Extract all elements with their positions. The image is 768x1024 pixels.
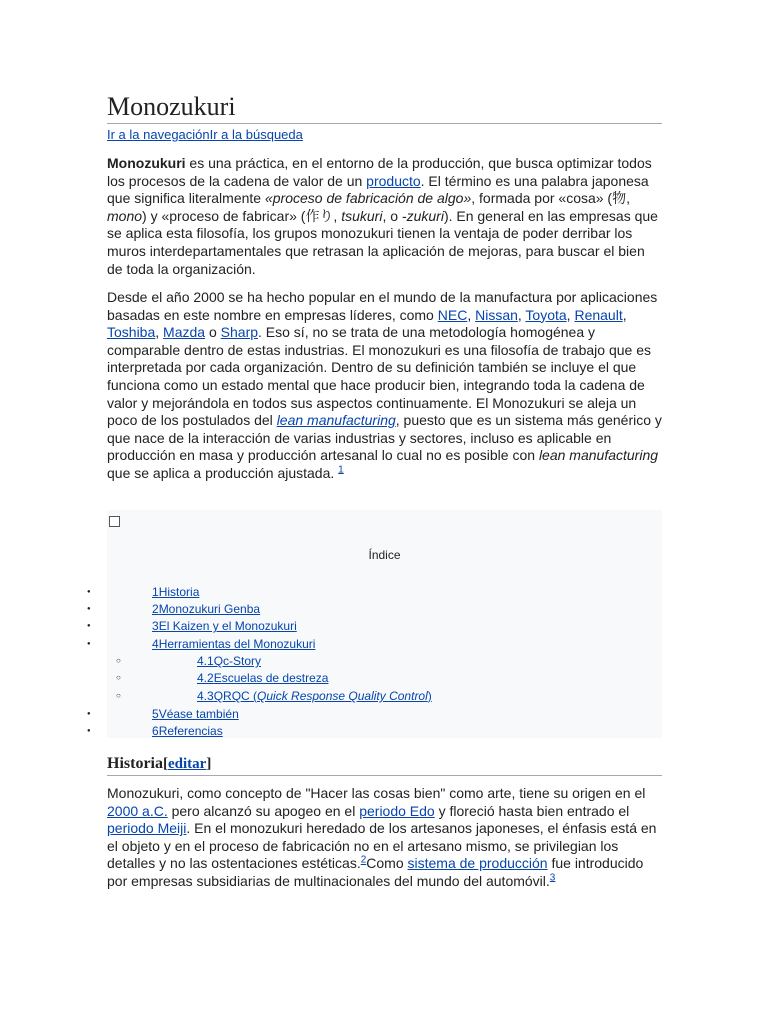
- text: . El término es una palabra japonesa que significa literalmente: [107, 172, 649, 207]
- page-title: Monozukuri: [107, 92, 662, 124]
- edit-link[interactable]: editar: [168, 756, 207, 772]
- jump-to-navigation-link[interactable]: Ir a la navegación: [107, 127, 210, 142]
- italic-link-text: lean manufacturing: [276, 412, 396, 429]
- reference-3[interactable]: 3: [549, 872, 556, 884]
- text: , o: [382, 207, 402, 224]
- section-title: Historia: [107, 755, 163, 772]
- toc-number: 2: [152, 602, 159, 616]
- toc-number: 4.2: [197, 671, 214, 685]
- bullet-icon: [87, 601, 91, 617]
- text: es una práctica, en el entorno de la producción, que busca optimizar todos los procesos de la cadena de valor de un: [107, 155, 652, 189]
- toc-title: Índice: [368, 548, 401, 562]
- text: ) y «proceso de fabricar» (作り,: [142, 207, 342, 224]
- link-periodo-edo[interactable]: periodo Edo: [359, 802, 435, 819]
- circle-bullet-icon: [116, 670, 121, 686]
- toc-number: 4: [152, 637, 159, 651]
- bullet-icon: [87, 636, 91, 652]
- text: Monozukuri, como concepto de "Hacer las cosas bien" como arte, tiene su origen en el: [107, 785, 646, 801]
- italic-text: tsukuri: [341, 207, 383, 224]
- link-sistema-de-produccion[interactable]: sistema de producción: [407, 855, 548, 872]
- toc-item-monozukuri-genba[interactable]: [152, 601, 260, 617]
- toc-item-escuelas[interactable]: [197, 670, 328, 686]
- text: , puesto que es un sistema más genérico y que nace de la interacción de varias industrias y sectores, incluso es aplicable en producción en masa y producción artesanal lo cual no es posible con: [107, 412, 662, 464]
- toc-text: Escuelas de destreza: [213, 671, 329, 685]
- reference-2[interactable]: 2: [360, 854, 367, 866]
- toc-item-qrqc[interactable]: [197, 688, 432, 704]
- link-mazda[interactable]: Mazda: [163, 324, 206, 341]
- bullet-icon: [87, 618, 91, 634]
- text: que se aplica a producción ajustada.: [107, 464, 339, 481]
- bracket: ]: [206, 756, 212, 772]
- italic-text: -zukuri: [401, 207, 444, 224]
- toc-item-herramientas[interactable]: [152, 636, 315, 652]
- italic-text: lean manufacturing: [538, 447, 659, 464]
- jump-to-search-link[interactable]: Ir a la búsqueda: [209, 127, 303, 142]
- text: , formada por «cosa» (物,: [471, 190, 630, 207]
- second-paragraph: Desde el año 2000 se ha hecho popular en el mundo de la manufactura por aplicaciones basadas en este nombre en empresas líderes, como NEC, Nissan, Toyota, Renault, Toshiba, Mazda o Sharp. Eso sí, no se trata de una metodología homogénea y comparable dentro de estas industrias. El monozukuri es una filosofía de trabajo que es interpretada por cada organización. Dentro de su definición también se incluye el que funciona como un estado mental que hace producir bien, integrando toda la cadena de valor y mejorándola en todos sus aspectos continuamente. El Monozukuri se aleja un poco de los postulados del lean manufacturing, puesto que es un sistema más genérico y que nace de la interacción de varias industrias y sectores, incluso es aplicable en producción en masa y producción artesanal lo cual no es posible con lean manufacturing que se aplica a producción ajustada. $^1$: [107, 289, 662, 481]
- toc-number: 6: [152, 724, 159, 738]
- link-renault[interactable]: Renault: [574, 306, 623, 323]
- toc-text: El Kaizen y el Monozukuri: [158, 619, 297, 633]
- link-2000-ac[interactable]: 2000 a.C.: [107, 802, 168, 819]
- toc-text: ): [427, 689, 432, 703]
- toc-text: Qc-Story: [213, 654, 262, 668]
- link-nec[interactable]: NEC: [437, 306, 468, 323]
- toc-text: QRQC (: [213, 689, 258, 703]
- toc-number: 3: [152, 619, 159, 633]
- jump-links: [107, 126, 303, 144]
- historia-paragraph: [107, 785, 662, 891]
- intro-paragraph: [107, 155, 662, 278]
- text: . Eso sí, no se trata de una metodología homogénea y comparable dentro de estas industrias. El monozukuri es una filosofía de trabajo que es interpretada por cada organización. Dentro de su definición también se incluye el que funciona como un estado mental que hace producir bien, integrando toda la cadena de valor y mejorándola en todos sus aspectos continuamente. El Monozukuri se aleja un poco de los postulados del: [107, 324, 651, 429]
- circle-bullet-icon: [116, 688, 121, 704]
- bullet-icon: [87, 706, 91, 722]
- link-toshiba[interactable]: Toshiba: [107, 324, 156, 341]
- text: . En el monozukuri heredado de los artesanos japoneses, el énfasis está en el objeto y en el proceso de fabricación no en el artesano mismo, se privilegian los detalles y no las ostentaciones estéticas.: [107, 820, 657, 872]
- toc-item-historia[interactable]: [152, 584, 199, 600]
- section-heading-historia: [107, 754, 662, 776]
- toc-number: 1: [152, 585, 159, 599]
- text: Como: [366, 855, 408, 872]
- toc-text: Herramientas del Monozukuri: [158, 637, 316, 651]
- link-nissan[interactable]: Nissan: [475, 306, 518, 323]
- toc-number: 4.1: [197, 654, 214, 668]
- reference-1[interactable]: 1: [338, 464, 344, 476]
- toc-item-kaizen[interactable]: [152, 618, 297, 634]
- toc-number: 4.3: [197, 689, 214, 703]
- text: y floreció hasta bien entrado el: [434, 802, 630, 819]
- bracket: [: [163, 756, 168, 772]
- bold-term: Monozukuri: [107, 155, 186, 171]
- text: ). En general en las empresas que se aplica esta filosofía, los grupos monozukuri tienen la ventaja de poder derribar los muros interdepartamentales que retrasan la aplicación de mejoras, para buscar el bien de toda la organización.: [107, 207, 658, 277]
- link-lean-manufacturing[interactable]: [277, 412, 396, 428]
- toc-item-vease-tambien[interactable]: [152, 706, 239, 722]
- text: pero alcanzó su apogeo en el: [167, 802, 360, 819]
- toc-text: Monozukuri Genba: [158, 602, 261, 616]
- edit-section: [163, 756, 211, 772]
- circle-bullet-icon: [116, 653, 121, 669]
- toc-item-referencias[interactable]: [152, 723, 223, 739]
- toc-item-qc-story[interactable]: [197, 653, 261, 669]
- italic-text: «proceso de fabricación de algo»: [264, 190, 472, 207]
- toc-number: 5: [152, 707, 159, 721]
- toc-text: Véase también: [158, 707, 239, 721]
- italic-text: mono: [107, 207, 143, 224]
- toc-text: Historia: [158, 585, 200, 599]
- link-sharp[interactable]: Sharp: [220, 324, 259, 341]
- link-periodo-meiji[interactable]: periodo Meiji: [107, 820, 187, 837]
- link-producto[interactable]: producto: [366, 172, 421, 189]
- bullet-icon: [87, 584, 91, 600]
- toc-text: Referencias: [158, 724, 223, 738]
- text: Desde el año 2000 se ha hecho popular en el mundo de la manufactura por aplicaciones basadas en este nombre en empresas líderes, como: [107, 289, 658, 323]
- toc-toggle-checkbox[interactable]: [109, 516, 120, 527]
- text: o: [205, 324, 221, 341]
- link-toyota[interactable]: Toyota: [525, 306, 567, 323]
- bullet-icon: [87, 723, 91, 739]
- text: fue introducido por empresas subsidiarias de multinacionales del mundo del automóvil.: [107, 855, 644, 889]
- toc-italic-text: Quick Response Quality Control: [257, 689, 428, 703]
